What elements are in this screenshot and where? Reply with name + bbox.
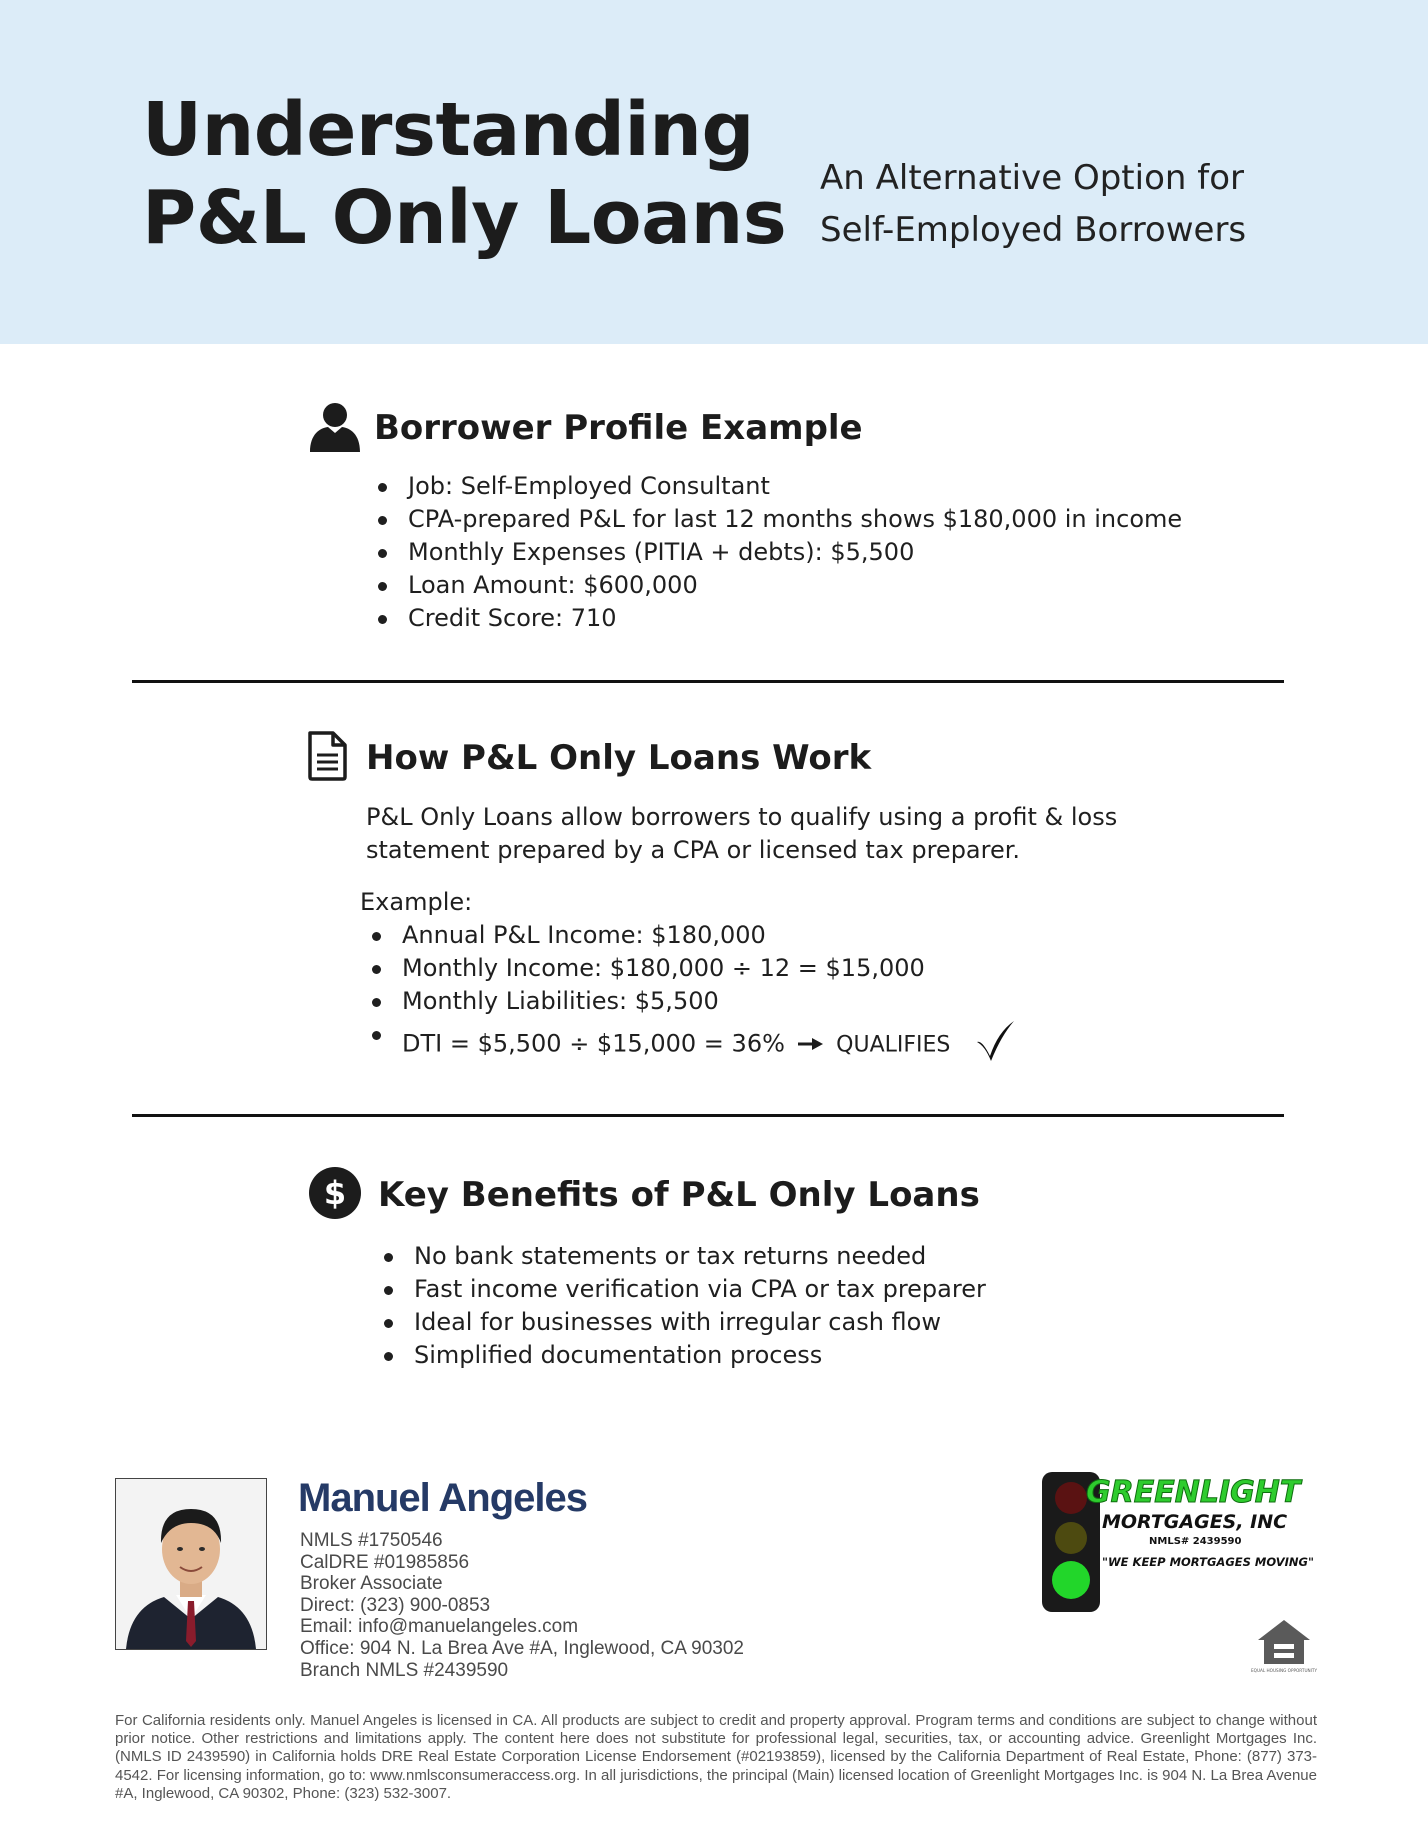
agent-name: Manuel Angeles <box>298 1476 588 1520</box>
agent-branch-nmls: Branch NMLS #2439590 <box>300 1659 509 1681</box>
intro-line-1: P&L Only Loans allow borrowers to qualify using a profit & loss <box>366 803 1118 831</box>
intro-line-2: statement prepared by a CPA or licensed tax preparer. <box>366 836 1021 864</box>
agent-nmls: NMLS #1750546 <box>300 1530 443 1551</box>
logo-company: MORTGAGES, INC <box>1102 1511 1288 1533</box>
agent-photo <box>115 1478 267 1650</box>
person-icon <box>308 400 362 456</box>
list-item: Monthly Expenses (PITIA + debts): $5,500 <box>374 536 1182 569</box>
title-line-2: P&L Only Loans <box>142 175 787 261</box>
benefits-list <box>380 1240 986 1372</box>
how-intro <box>366 801 1117 867</box>
how-heading: How P&L Only Loans Work <box>366 738 872 778</box>
section-divider <box>132 680 1284 683</box>
profile-list <box>374 470 1182 635</box>
checkmark-icon <box>974 1018 1016 1071</box>
subtitle-line-1: An Alternative Option for <box>820 158 1244 198</box>
dollar-circle-icon <box>308 1166 362 1224</box>
list-item: Credit Score: 710 <box>374 602 1182 635</box>
title-line-1: Understanding <box>142 87 754 173</box>
page-subtitle <box>820 152 1246 256</box>
list-item: Job: Self-Employed Consultant <box>374 470 1182 503</box>
svg-text:$: $ <box>323 1174 347 1212</box>
page-title <box>142 86 786 262</box>
list-item: Simplified documentation process <box>380 1339 986 1372</box>
list-item: Loan Amount: $600,000 <box>374 569 1182 602</box>
list-item: Fast income verification via CPA or tax preparer <box>380 1273 986 1306</box>
list-item: Ideal for businesses with irregular cash flow <box>380 1306 986 1339</box>
subtitle-line-2: Self-Employed Borrowers <box>820 210 1247 250</box>
equal-housing-text: EQUAL HOUSING OPPORTUNITY <box>1251 1668 1317 1673</box>
how-section-header <box>306 730 871 786</box>
logo-brand: GREENLIGHT <box>1086 1475 1301 1510</box>
legal-disclaimer: For California residents only. Manuel Angeles is licensed in CA. All products are subject to credit and property approval. Program terms and conditions are subject to change without prior notice. Other restrictions and limitations apply. The content here does not substitute for professional legal, securities, tax, or accounting advice. Greenlight Mortgages Inc. (NMLS ID 2439590) in California holds DRE Real Estate Corporation License Endorsement (#02193859), licensed by the California Department of Real Estate, Phone: (877) 373-4542. For licensing information, go to: www.nmlsconsumeraccess.org. In all jurisdictions, the principal (Main) licensed location of Greenlight Mortgages Inc. is 904 N. La Brea Avenue #A, Inglewood, CA 90302, Phone: (323) 532-3007. <box>115 1712 1317 1802</box>
header-banner <box>0 0 1428 344</box>
profile-heading: Borrower Profile Example <box>374 408 863 448</box>
equal-housing-icon <box>1251 1618 1317 1678</box>
list-item: Monthly Liabilities: $5,500 <box>368 985 1016 1018</box>
agent-title: Broker Associate <box>300 1573 443 1595</box>
agent-caldre: CalDRE #01985856 <box>300 1551 470 1573</box>
agent-office: Office: 904 N. La Brea Ave #A, Inglewood, CA 90302 <box>300 1637 744 1659</box>
agent-phone: Direct: (323) 900-0853 <box>300 1594 491 1616</box>
logo-nmls: NMLS# 2439590 <box>1149 1536 1242 1547</box>
agent-contact-info <box>300 1530 744 1681</box>
dti-text: DTI = $5,500 ÷ $15,000 = 36% <box>402 1029 785 1058</box>
agent-email: Email: info@manuelangeles.com <box>300 1616 579 1638</box>
profile-section-header <box>308 400 863 456</box>
list-item: No bank statements or tax returns needed <box>380 1240 986 1273</box>
dti-list-item <box>368 1018 1016 1058</box>
logo-tagline: "WE KEEP MORTGAGES MOVING" <box>1102 1555 1314 1569</box>
example-list <box>368 919 1016 1058</box>
list-item: Annual P&L Income: $180,000 <box>368 919 1016 952</box>
list-item: Monthly Income: $180,000 ÷ 12 = $15,000 <box>368 952 1016 985</box>
document-icon <box>306 730 348 786</box>
list-item: CPA-prepared P&L for last 12 months shows $180,000 in income <box>374 503 1182 536</box>
arrow-right-icon <box>797 1028 825 1061</box>
benefits-heading: Key Benefits of P&L Only Loans <box>378 1175 980 1215</box>
example-label: Example: <box>360 888 473 916</box>
company-logo <box>1038 1468 1314 1618</box>
section-divider <box>132 1114 1284 1117</box>
benefits-section-header <box>308 1166 980 1224</box>
dti-result: QUALIFIES <box>836 1032 951 1058</box>
